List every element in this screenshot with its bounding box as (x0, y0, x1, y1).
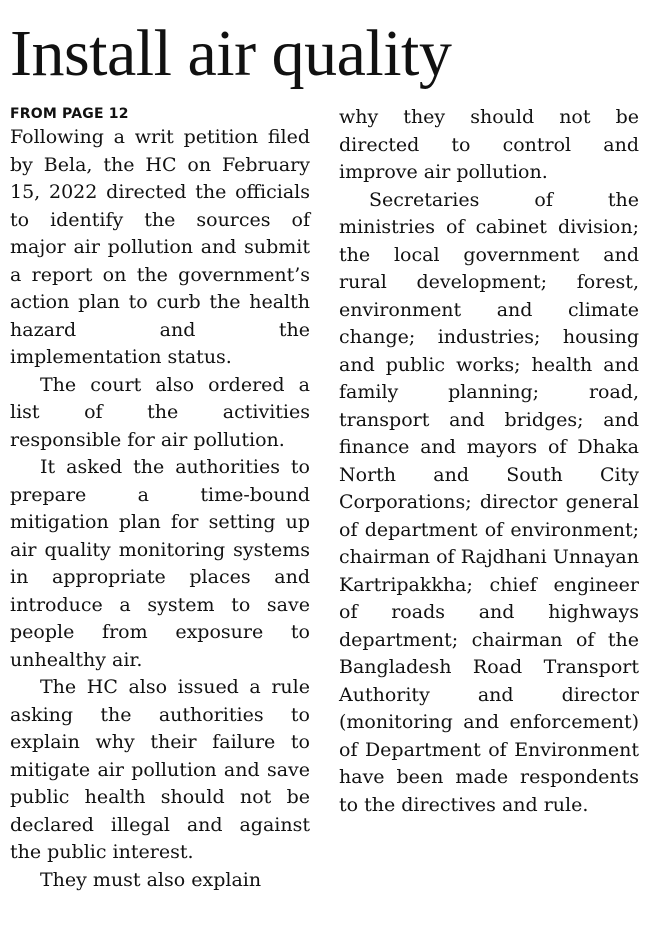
paragraph-explain-continued: why they should not be directed to control and improve air pollution. (339, 106, 639, 183)
left-column (10, 104, 310, 894)
paragraph-mitigation-plan: It asked the authorities to prepare a time-bound mitigation plan for setting up air quality monitoring systems in appropriate places and introduce a system to save people from exposure to unhealthy air. (10, 456, 310, 671)
paragraph-explain-start: They must also explain (40, 868, 262, 891)
paragraph-hc-rule: The HC also issued a rule asking the authorities to explain why their failure to mitigate air pollution and save public health should not be declared illegal and against the public interest. (10, 676, 310, 863)
paragraph-writ-petition: Following a writ petition filed by Bela, the HC on February 15, 2022 directed the officials to identify the sources of major air pollution and submit a report on the government’s action plan to curb the health hazard and the implementation status. (10, 126, 310, 368)
right-column (339, 104, 639, 819)
paragraph-court-order: The court also ordered a list of the activities responsible for air pollution. (10, 373, 310, 451)
headline: Install air quality (10, 17, 452, 90)
paragraph-respondents: Secretaries of the ministries of cabinet division; the local government and rural development; forest, environment and climate change; industries; housing and public works; health and family planning; road, transport and bridges; and finance and mayors of Dhaka North and South City Corporations; director general of department of environment; chairman of Rajdhani Unnayan Kartripakkha; chief engineer of roads and highways department; chairman of the Bangladesh Road Transport Authority and director (monitoring and enforcement) of Department of Environment have been made respondents to the directives and rule. (339, 188, 639, 816)
continued-from-kicker: FROM PAGE 12 (10, 106, 129, 122)
